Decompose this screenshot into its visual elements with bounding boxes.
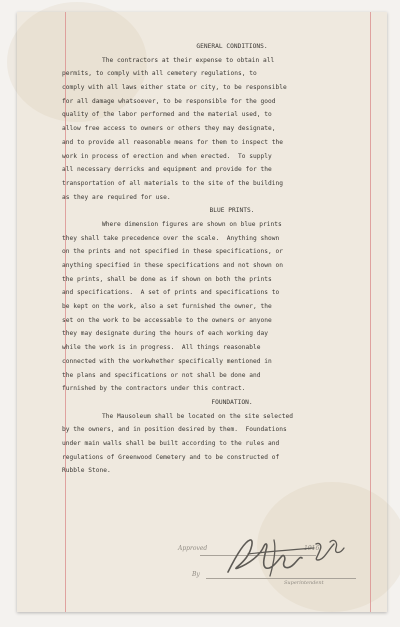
text-line: for all damage whatsoever, to be responsible for the good: [62, 97, 276, 105]
text-line: by the owners, and in position desired by them. Foundations: [62, 426, 287, 434]
text-line: allow free access to owners or others they may designate,: [62, 125, 276, 133]
superintendent-label: Superintendent: [284, 580, 324, 586]
text-line: they may designate during the hours of each working day: [62, 330, 268, 338]
by-label: By: [192, 571, 200, 578]
text-line: quality of the labor performed and the material used, to: [62, 111, 272, 119]
text-line: The Mausoleum shall be located on the site selected: [102, 412, 294, 420]
text-line: all necessary derricks and equipment and provide for the: [62, 166, 272, 174]
text-line: work in process of erection and when erected. To supply: [62, 152, 272, 160]
text-line: anything specified in these specifications and not shown on: [62, 262, 283, 269]
text-line: the plans and specifications or not shall be done and: [62, 371, 261, 379]
approved-label: Approved: [178, 545, 208, 552]
handwritten-signature: [218, 536, 358, 582]
approval-year: 1916: [304, 545, 320, 552]
text-line: connected with the workwhether specifically mentioned in: [62, 357, 272, 365]
text-line: be kept on the work, also a set furnished the owner, the: [62, 303, 272, 311]
text-line: on the prints and not specified in these specifications, or: [62, 248, 283, 256]
text-line: and specifications. A set of prints and specifications to: [62, 289, 280, 297]
document-body: [62, 40, 376, 478]
section-heading-general-conditions: GENERAL CONDITIONS.: [196, 43, 268, 50]
text-line: furnished by the contractors under this contract.: [62, 385, 246, 393]
text-line: set on the work to be accessable to the owners or anyone: [62, 316, 272, 324]
text-line: comply with all laws either state or city, to be responsible: [62, 84, 287, 92]
section-heading-blue-prints: BLUE PRINTS.: [209, 207, 255, 215]
text-line: The contractors at their expense to obtain all: [102, 56, 275, 64]
text-line: transportation of all materials to the site of the building: [62, 179, 283, 187]
text-line: Rubble Stone.: [62, 467, 111, 475]
text-line: regulations of Greenwood Cemetery and to be constructed of: [62, 453, 280, 461]
text-line: while the work is in progress. All things reasonable: [62, 344, 261, 352]
approval-block: [178, 542, 368, 584]
text-line: Where dimension figures are shown on blue prints: [102, 220, 282, 228]
text-line: permits, to comply with all cemetery regulations, to: [62, 70, 257, 78]
text-line: the prints, shall be done as if shown on both the prints: [62, 275, 272, 283]
text-line: and to provide all reasonable means for them to inspect the: [62, 138, 283, 146]
text-line: under main walls shall be built according to the rules and: [62, 439, 280, 447]
text-line: they shall take precedence over the scale. Anything shown: [62, 234, 280, 242]
text-line: as they are required for use.: [62, 193, 171, 201]
section-heading-foundation: FOUNDATION.: [211, 398, 253, 406]
